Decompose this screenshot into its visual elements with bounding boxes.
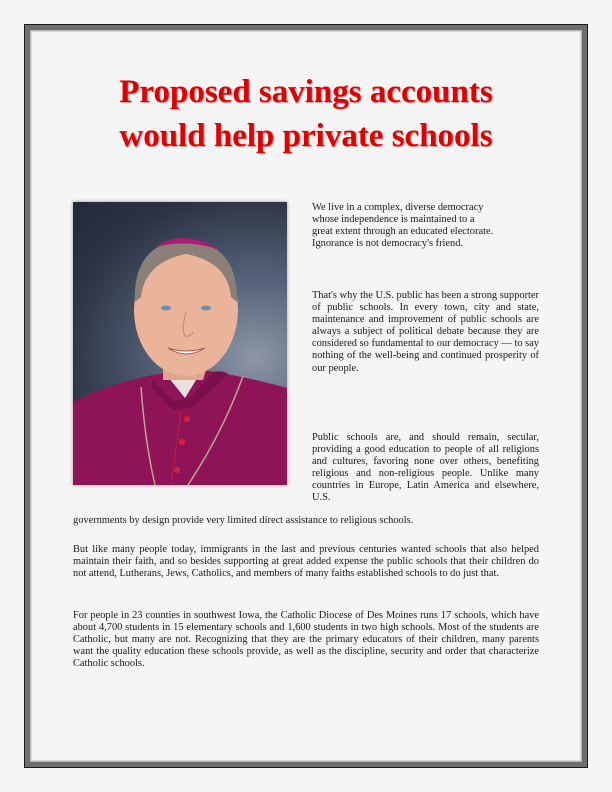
title-line-1: Proposed savings accounts	[119, 74, 493, 110]
title-line-2: would help private schools	[119, 118, 493, 154]
portrait-illustration	[73, 202, 287, 485]
intro-line-2: whose independence is maintained to a	[312, 214, 475, 226]
intro-paragraph	[312, 202, 539, 250]
author-portrait-photo	[73, 202, 287, 485]
intro-line-4: Ignorance is not democracy's friend.	[312, 238, 464, 250]
intro-line-1: We live in a complex, diverse democracy	[312, 202, 484, 213]
paragraph-secular-schools: Public schools are, and should remain, secular, providing a good education to people of all religions and cultures, favoring none over others, benefiting religious and non-religious people. Unlike many countries in Europe, Latin America and elsewhere, U.S.	[312, 432, 539, 504]
intro-line-3: great extent through an educated electorate.	[312, 226, 494, 238]
paragraph-immigrant-faith-schools: But like many people today, immigrants in the last and previous centuries wanted schools that also helped maintain their faith, and so besides supporting at great added expense the public schools that their children do not attend, Lutherans, Jews, Catholics, and members of many faiths established schools to do just that.	[73, 544, 539, 580]
paragraph-des-moines-diocese: For people in 23 counties in southwest Iowa, the Catholic Diocese of Des Moines runs 17 schools, which have about 4,700 students in 15 elementary schools and 1,600 students in two high schools. Most of the students are Catholic, but many are not. Recognizing that they are the primary educators of their children, many parents want the quality education these schools provide, as well as the discipline, security and order that characterize Catholic schools.	[73, 610, 539, 670]
article-title	[0, 70, 612, 158]
paragraph-public-support: That's why the U.S. public has been a strong supporter of public schools. In every town, city and state, maintenance and improvement of public schools are always a subject of political debate because they are considered so fundamental to our democracy — to say nothing of the well-being and continued prosperity of our people.	[312, 290, 539, 374]
paragraph-secular-schools-continued: governments by design provide very limited direct assistance to religious schools.	[73, 515, 414, 526]
